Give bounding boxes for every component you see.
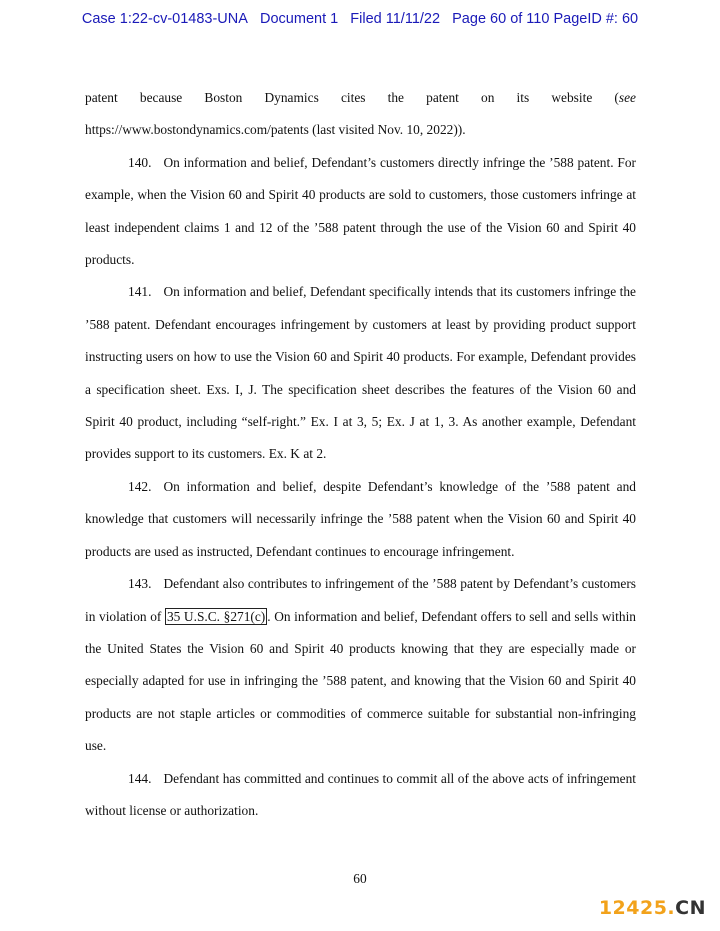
paragraph-number: 143. xyxy=(128,576,152,592)
paragraph-142 xyxy=(85,471,636,568)
paragraph-text: Defendant has committed and continues to commit all of the above acts of infringement without license or authorization. xyxy=(85,770,636,818)
paragraph-text: On information and belief, Defendant’s customers directly infringe the ’588 patent. For example, when the Vision 60 and Spirit 40 products are sold to customers, those customers infringe at least independent claims 1 and 12 of the ’588 patent through the use of the Vision 60 and Spirit 40 products. xyxy=(85,154,636,268)
paragraph-text: On information and belief, Defendant specifically intends that its customers infringe the ’588 patent. Defendant encourages infringement by customers at least by providing product support instructing users on how to use the Vision 60 and Spirit 40 products. For example, Defendant provides a specification sheet. Exs. I, J. The specification sheet describes the features of the Vision 60 and Spirit 40 product, including “self-right.” Ex. I at 3, 5; Ex. J at 1, 3. As another example, Defendant provides support to its customers. Ex. K at 2. xyxy=(85,284,636,462)
case-number: Case 1:22-cv-01483-UNA xyxy=(81,11,248,27)
paragraph-number: 144. xyxy=(128,770,152,786)
filed-date: Filed 11/11/22 xyxy=(350,11,441,27)
page-number: 60 xyxy=(353,871,367,886)
see-signal: see xyxy=(618,90,636,105)
paragraph-text: On information and belief, despite Defendant’s knowledge of the ’588 patent and knowledge that customers will necessarily infringe the ’588 patent when the Vision 60 and Spirit 40 products are used as instructed, Defendant continues to encourage infringement. xyxy=(85,478,636,559)
document-body xyxy=(85,82,636,827)
paragraph-text-continued: . On information and belief, Defendant offers to sell and sells within the United States the Vision 60 and Spirit 40 products knowing that they are especially made or especially adapted for use in infringing the ’588 patent, and knowing that the Vision 60 and Spirit 40 products are not staple articles or commodities of commerce suitable for substantial non-infringing use. xyxy=(85,608,636,754)
continuation-paragraph xyxy=(85,82,636,147)
statute-citation-link[interactable]: 35 U.S.C. §271(c) xyxy=(166,608,266,624)
continuation-text: patent because Boston Dynamics cites the patent on its website ( xyxy=(85,90,619,105)
paragraph-number: 141. xyxy=(128,284,152,300)
paragraph-140 xyxy=(85,147,636,277)
page-header xyxy=(0,11,720,27)
paragraph-number: 142. xyxy=(128,478,152,494)
paragraph-143 xyxy=(85,568,636,762)
continuation-url[interactable]: https://www.bostondynamics.com/patents (last visited Nov. 10, 2022)). xyxy=(85,122,466,138)
watermark-logo xyxy=(599,897,706,919)
paragraph-text: Defendant also contributes to infringement of the ’588 patent by Defendant’s customers in violation of xyxy=(85,576,636,624)
paragraph-number: 140. xyxy=(128,154,152,170)
watermark-dot: . xyxy=(667,897,676,919)
document-number: Document 1 xyxy=(260,11,339,27)
page-id: Page 60 of 110 PageID #: 60 xyxy=(452,11,639,27)
paragraph-144 xyxy=(85,763,636,828)
paragraph-141 xyxy=(85,276,636,470)
watermark-digits: 12425 xyxy=(598,897,668,919)
watermark-suffix: CN xyxy=(675,897,706,919)
